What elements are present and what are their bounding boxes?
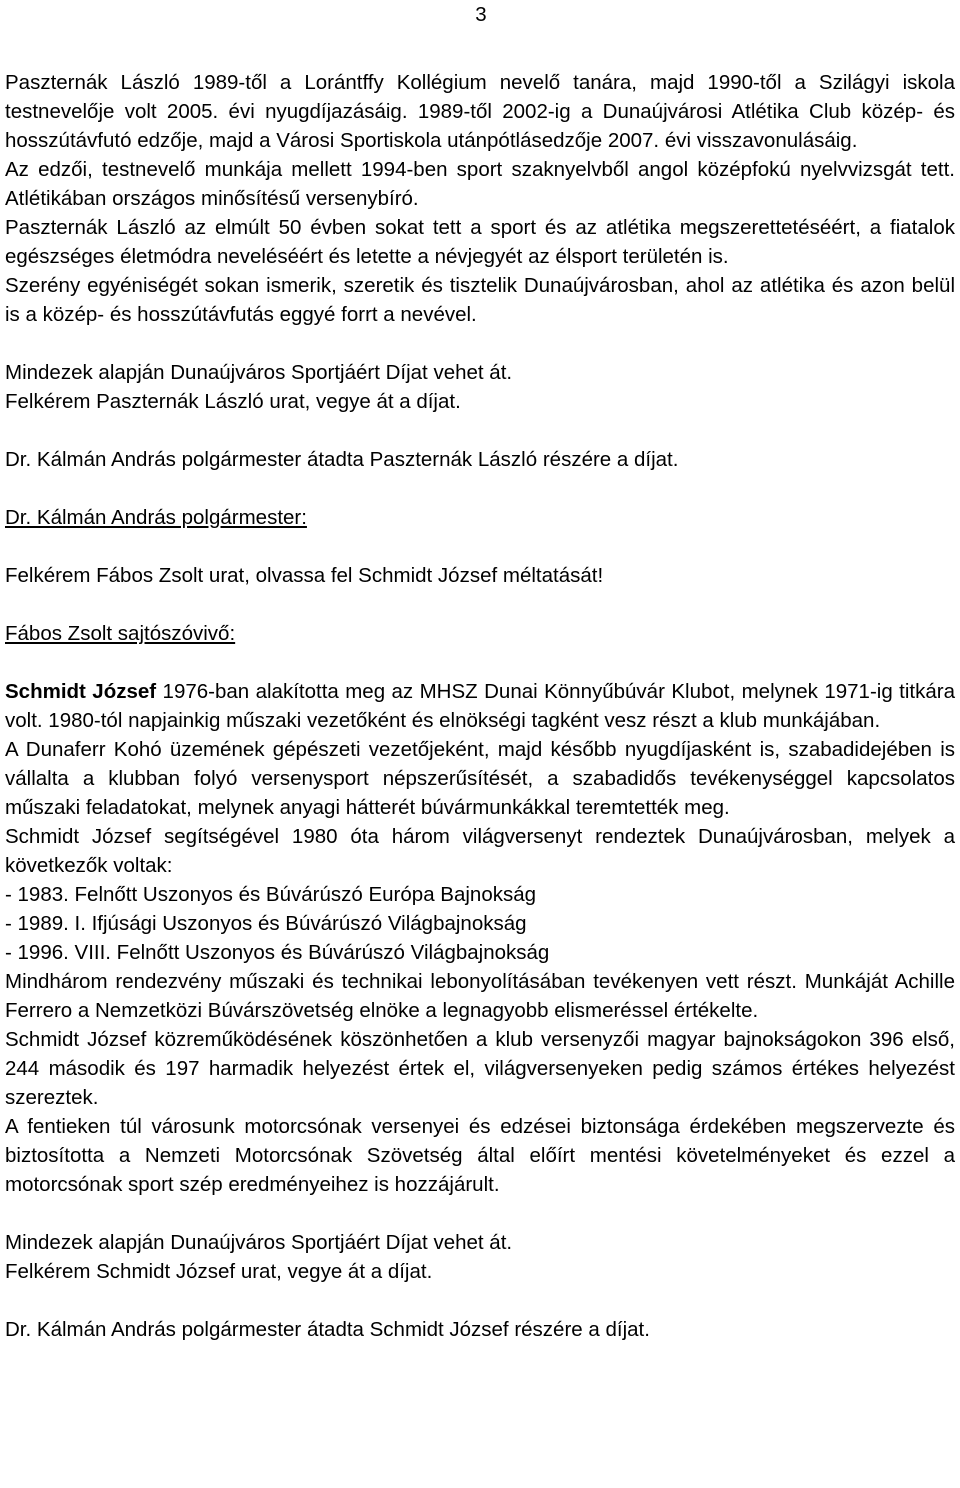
award-handover: Dr. Kálmán András polgármester átadta Schmidt József részére a díjat. xyxy=(5,1318,650,1341)
paragraph-language-exam: Az edzői, testnevelő munkája mellett 1994-ben sport szaknyelvből angol középfokú nyelvvizsgát tett. Atlétikában országos minősítésű versenybíró. xyxy=(5,158,955,210)
speaker-heading-spokesman: Fábos Zsolt sajtószóvivő: xyxy=(5,622,236,645)
paragraph-club-founding xyxy=(5,677,955,735)
paragraph-dunaferr: A Dunaferr Kohó üzemének gépészeti vezetőjeként, majd később nyugdíjasként is, szabadidejében is vállalta a klubban folyó versenysport népszerűsítését, a szabadidős tevékenységgel kapcsolatos műszaki feladatokat, melynek anyagi hátterét búvármunkákkal teremtették meg. xyxy=(5,738,955,819)
event-item: - 1996. VIII. Felnőtt Uszonyos és Búvárúszó Világbajnokság xyxy=(5,941,550,964)
document-body xyxy=(5,68,955,1344)
award-request: Felkérem Paszternák László urat, vegye át a díjat. xyxy=(5,390,461,413)
award-statement: Mindezek alapján Dunaújváros Sportjáért Díjat vehet át. xyxy=(5,361,513,384)
honoree-name: Schmidt József xyxy=(5,680,157,703)
event-item: - 1983. Felnőtt Uszonyos és Búvárúszó Európa Bajnokság xyxy=(5,883,537,906)
mayor-request: Felkérem Fábos Zsolt urat, olvassa fel Schmidt József méltatását! xyxy=(5,564,604,587)
page-number: 3 xyxy=(475,3,487,26)
award-request: Felkérem Schmidt József urat, vegye át a díjat. xyxy=(5,1260,433,1283)
event-item: - 1989. I. Ifjúsági Uszonyos és Búvárúszó Világbajnokság xyxy=(5,912,527,935)
award-statement: Mindezek alapján Dunaújváros Sportjáért Díjat vehet át. xyxy=(5,1231,513,1254)
paragraph-contribution: Paszternák László az elmúlt 50 évben sokat tett a sport és az atlétika megszerettetéséért, a fiatalok egészséges életmódra neveléséért és letette a névjegyét az élsport területén is. xyxy=(5,216,955,268)
paragraph-world-events: Schmidt József segítségével 1980 óta három világversenyt rendeztek Dunaújvárosban, melyek a következők voltak: xyxy=(5,825,955,877)
paragraph-career: Paszternák László 1989-től a Lorántffy Kollégium nevelő tanára, majd 1990-től a Szilágyi iskola testnevelője volt 2005. évi nyugdíjazásáig. 1989-től 2002-ig a Dunaújvárosi Atlétika Club közép- és hosszútávfutó edzője, majd a Városi Sportiskola utánpótlásedzője 2007. évi visszavonulásáig. xyxy=(5,71,955,152)
speaker-heading-mayor: Dr. Kálmán András polgármester: xyxy=(5,506,307,529)
paragraph-results: Schmidt József közreműködésének köszönhetően a klub versenyzői magyar bajnokságokon 396 első, 244 második és 197 harmadik helyezést értek el, világversenyeken pedig számos értékes helyezést szereztek. xyxy=(5,1028,955,1109)
paragraph-personality: Szerény egyéniségét sokan ismerik, szeretik és tisztelik Dunaújvárosban, ahol az atlétika és azon belül is a közép- és hosszútávfutás eggyé forrt a nevével. xyxy=(5,274,955,326)
club-founding-text: 1976-ban alakította meg az MHSZ Dunai Könnyűbúvár Klubot, melynek 1971-ig titkára volt. 1980-tól napjainkig műszaki vezetőként és elnökségi tagként vesz részt a klub munkájában. xyxy=(5,680,955,732)
paragraph-motorboat: A fentieken túl városunk motorcsónak versenyei és edzései biztonsága érdekében megszervezte és biztosította a Nemzeti Motorcsónak Szövetség által előírt mentési követelményeket és ezzel a motorcsónak sport szép eredményeihez is hozzájárult. xyxy=(5,1115,955,1196)
award-handover: Dr. Kálmán András polgármester átadta Paszternák László részére a díjat. xyxy=(5,448,679,471)
paragraph-organization: Mindhárom rendezvény műszaki és technikai lebonyolításában tevékenyen vett részt. Munkáját Achille Ferrero a Nemzetközi Búvárszövetség elnöke a legnagyobb elismeréssel értékelte. xyxy=(5,970,955,1022)
